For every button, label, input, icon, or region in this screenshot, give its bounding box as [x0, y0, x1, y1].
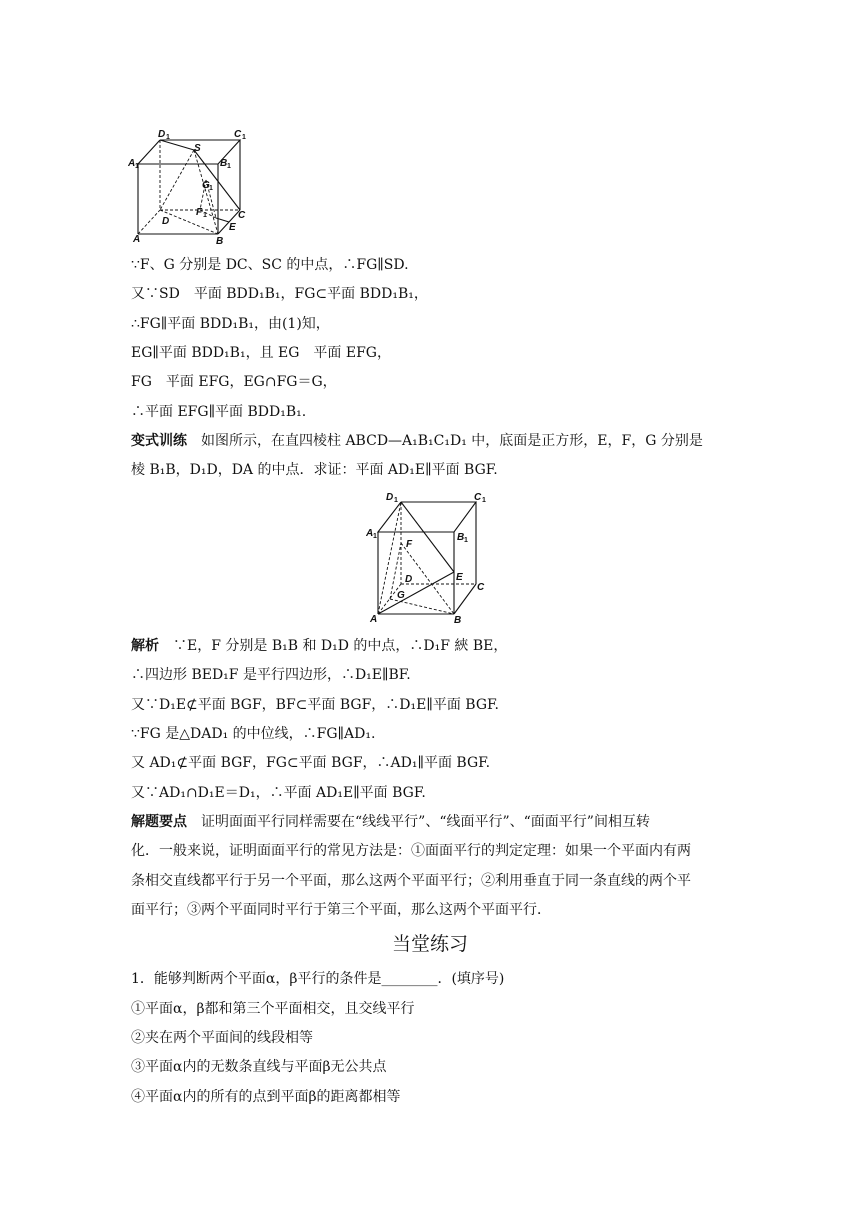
svg-text:1: 1: [166, 134, 170, 141]
text-line-16: 化．一般来说，证明面面平行的常见方法是：①面面平行的判定定理：如果一个平面内有两: [131, 843, 691, 859]
label-D: D: [405, 574, 413, 585]
label-B1: B: [457, 532, 465, 543]
variant-text: 如图所示，在直四棱柱 ABCD—A₁B₁C₁D₁ 中，底面是正方形，E，F，G 分别是: [201, 433, 703, 449]
key-points-line: [131, 812, 731, 832]
label-B1: B: [220, 158, 228, 169]
text-line-3: ∴FG∥平面 BDD₁B₁，由(1)知，: [131, 316, 330, 332]
text-line-5: FG 平面 EFG，EG∩FG＝G，: [131, 374, 337, 390]
label-D1: D: [386, 492, 394, 503]
label-C1: C: [234, 129, 242, 140]
label-F: F: [406, 539, 413, 550]
svg-text:1: 1: [394, 497, 398, 504]
svg-text:1: 1: [464, 537, 468, 544]
text-line-8: 棱 B₁B，D₁D，DA 的中点．求证：平面 AD₁E∥平面 BGF.: [131, 462, 498, 478]
label-S: S: [194, 143, 201, 154]
key-points-label: 解题要点: [131, 814, 187, 830]
label-F: F: [196, 207, 203, 218]
label-G: G: [202, 180, 210, 191]
svg-text:1: 1: [135, 163, 139, 170]
analysis-text: ∵E，F 分别是 B₁B 和 D₁D 的中点，∴D₁F 綊 BE，: [173, 638, 508, 654]
option-2: ②夹在两个平面间的线段相等: [131, 1030, 313, 1046]
text-line-13: 又 AD₁⊄平面 BGF，FG⊂平面 BGF，∴AD₁∥平面 BGF.: [131, 755, 491, 771]
label-E: E: [456, 572, 463, 583]
text-line-14: 又∵AD₁∩D₁E＝D₁，∴平面 AD₁E∥平面 BGF.: [131, 785, 426, 801]
svg-text:1: 1: [209, 185, 213, 192]
label-D: D: [162, 216, 170, 227]
label-A1: A: [366, 528, 374, 539]
variant-label: 变式训练: [131, 433, 187, 449]
figure-prism-2: [366, 488, 496, 626]
label-C: C: [477, 582, 485, 593]
label-B: B: [216, 236, 224, 247]
svg-text:1: 1: [242, 134, 246, 141]
label-A: A: [133, 234, 141, 245]
figure-cube-1: [128, 126, 258, 248]
question-1: 1．能够判断两个平面α，β平行的条件是________．(填序号): [131, 971, 505, 987]
svg-text:1: 1: [373, 533, 377, 540]
svg-text:1: 1: [482, 497, 486, 504]
text-line-18: 面平行；③两个平面同时平行于第三个平面，那么这两个平面平行．: [131, 902, 551, 918]
label-C: C: [238, 210, 246, 221]
svg-text:1: 1: [227, 163, 231, 170]
section-title: 当堂练习: [391, 933, 468, 955]
option-3: ③平面α内的无数条直线与平面β无公共点: [131, 1059, 387, 1075]
analysis-label: 解析: [131, 638, 159, 654]
text-line-2: 又∵SD 平面 BDD₁B₁，FG⊂平面 BDD₁B₁，: [131, 286, 428, 302]
label-C1: C: [474, 492, 482, 503]
text-line-10: ∴四边形 BED₁F 是平行四边形，∴D₁E∥BF.: [131, 667, 411, 683]
text-line-4: EG∥平面 BDD₁B₁，且 EG 平面 EFG，: [131, 345, 391, 361]
text-line-17: 条相交直线都平行于另一个平面，那么这两个平面平行；②利用垂直于同一条直线的两个平: [131, 873, 691, 889]
text-line-11: 又∵D₁E⊄平面 BGF，BF⊂平面 BGF，∴D₁E∥平面 BGF.: [131, 697, 499, 713]
analysis-line: [131, 636, 731, 656]
label-A: A: [370, 614, 378, 625]
label-B: B: [454, 615, 462, 626]
text-line-1: ∵F、G 分别是 DC、SC 的中点，∴FG∥SD.: [131, 257, 409, 273]
label-A1: A: [128, 158, 136, 169]
text-line-12: ∵FG 是△DAD₁ 的中位线，∴FG∥AD₁.: [131, 726, 376, 742]
label-E: E: [229, 222, 236, 233]
variant-training-line: [131, 431, 731, 451]
svg-text:1: 1: [203, 212, 207, 219]
key-points-text: 证明面面平行同样需要在“线线平行”、“线面平行”、“面面平行”间相互转: [201, 814, 650, 830]
label-D1: D: [158, 129, 166, 140]
option-1: ①平面α，β都和第三个平面相交，且交线平行: [131, 1001, 415, 1017]
text-line-6: ∴平面 EFG∥平面 BDD₁B₁.: [131, 404, 307, 420]
label-G: G: [397, 590, 405, 601]
option-4: ④平面α内的所有的点到平面β的距离都相等: [131, 1089, 401, 1105]
